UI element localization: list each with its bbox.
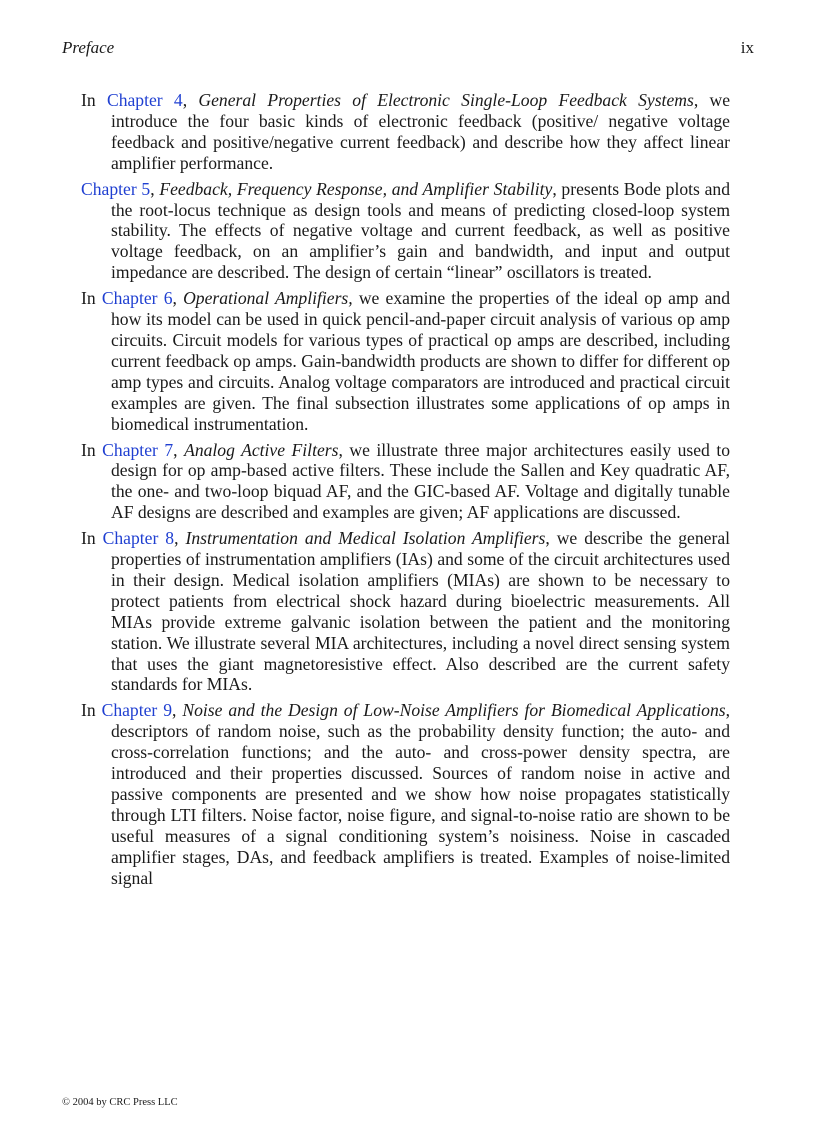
chapter-4-link[interactable]: Chapter 4: [106, 90, 183, 110]
para-sep: ,: [172, 700, 183, 721]
paragraph-chapter-7: [81, 440, 730, 524]
para-text: , we describe the general properties of instrumentation amplifiers (IAs) and some of the circuit architectures used in their design. Medical isolation amplifiers (MIAs) are shown to be necessary to protect patients from electrical shock hazard during bioelectric measurements. All MIAs provide extreme galvanic isolation between the patient and the monitoring station. We illustrate several MIA architectures, including a novel direct sensing system that uses the giant magnetoresistive effect. Also described are the current safety standards for MIAs.: [111, 528, 731, 695]
paragraph-chapter-8: [81, 528, 730, 695]
copyright-footer: © 2004 by CRC Press LLC: [62, 1097, 178, 1108]
para-sep: ,: [174, 528, 186, 549]
chapter-8-title: Instrumentation and Medical Isolation Amplifiers: [185, 528, 546, 549]
para-text: , we introduce the four basic kinds of electronic feedback (positive/ negative voltage feedback and positive/negative current feedback) and describe how they affect linear amplifier performance.: [111, 90, 731, 173]
paragraph-chapter-4: [81, 90, 730, 174]
para-lead: In: [81, 528, 103, 549]
para-lead: In: [81, 439, 103, 460]
paragraph-chapter-5: [81, 179, 730, 284]
chapter-6-title: Operational Amplifiers,: [183, 288, 353, 309]
para-lead: In: [81, 288, 102, 309]
running-head: [62, 38, 754, 58]
para-sep: ,: [173, 439, 185, 460]
chapter-6-link[interactable]: Chapter 6: [101, 288, 173, 309]
para-sep: ,: [150, 178, 160, 199]
para-lead: In: [81, 700, 102, 721]
para-sep: ,: [182, 90, 199, 110]
chapter-9-title: Noise and the Design of Low-Noise Amplifiers for Biomedical Applications: [182, 700, 726, 721]
para-text: , descriptors of random noise, such as the probability density function; the auto- and cross-correlation functions; and the auto- and cross-power density spectra, are introduced and their properties discussed. Sources of random noise in active and passive components are presented and we show how noise propagates statistically through LTI filters. Noise factor, noise figure, and signal-to-noise ratio are shown to be useful measures of a signal conditioning system’s noisiness. Noise in cascaded amplifier stages, DAs, and feedback amplifiers is treated. Examples of noise-limited signal: [111, 700, 731, 888]
para-lead: In: [81, 90, 107, 110]
running-head-section: Preface: [62, 38, 115, 57]
page-number: ix: [740, 38, 754, 57]
chapter-8-link[interactable]: Chapter 8: [102, 528, 175, 549]
paragraph-chapter-9: [81, 700, 730, 888]
chapter-9-link[interactable]: Chapter 9: [101, 700, 172, 721]
chapter-7-link[interactable]: Chapter 7: [102, 439, 174, 460]
paragraph-chapter-6: [81, 288, 730, 434]
para-sep: ,: [172, 288, 184, 309]
para-text: , we illustrate three major architectures easily used to design for op amp-based active filters. These include the Sallen and Key quadratic AF, the one- and two-loop biquad AF, and the GIC-based AF. Voltage and digitally tunable AF designs are described and examples are given; AF applications are discussed.: [111, 439, 731, 523]
chapter-7-title: Analog Active Filters: [184, 439, 339, 460]
chapter-5-link[interactable]: Chapter 5: [81, 178, 151, 199]
chapter-4-title: General Properties of Electronic Single-Loop Feedback Systems: [198, 90, 694, 110]
chapter-5-title: Feedback, Frequency Response, and Amplifier Stability: [159, 178, 553, 199]
para-text: we examine the properties of the ideal op amp and how its model can be used in quick pencil-and-paper circuit analysis of various op amp circuits. Circuit models for various types of practical op amps are described, including current feedback op amps. Gain-bandwidth products are shown to differ for different op amp types and circuits. Analog voltage comparators are introduced and practical circuit examples are given. The final subsection illustrates some applications of op amps in biomedical instrumentation.: [111, 288, 731, 434]
preface-body: [81, 90, 730, 894]
para-text: , presents Bode plots and the root-locus technique as design tools and means of predicting closed-loop system stability. The effects of negative voltage and current feedback, as well as positive voltage feedback, on an amplifier’s gain and bandwidth, and input and output impedance are described. The design of certain “linear” oscillators is treated.: [111, 178, 731, 283]
